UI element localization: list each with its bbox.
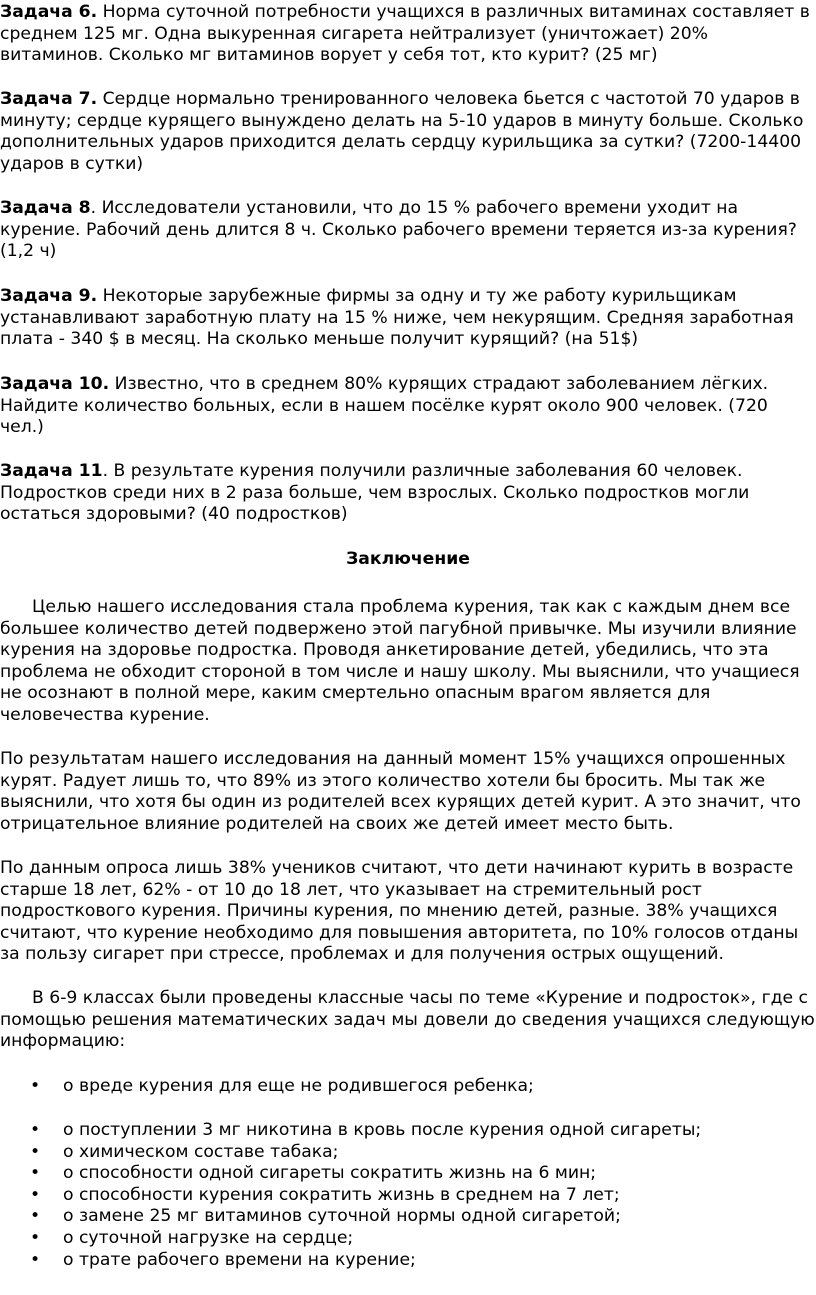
bullet-icon: • xyxy=(30,1206,41,1227)
conclusion-paragraph-4: В 6-9 классах были проведены классные часы по теме «Курение и подросток», где с помощью решения математических задач мы довели до сведения учащихся следующую информацию: xyxy=(0,988,815,1052)
conclusion-paragraph-3: По данным опроса лишь 38% учеников считают, что дети начинают курить в возрасте старше 18 лет, 62% - от 10 до 18 лет, что указывает на стремительный рост подросткового курения. Причины курения, по мнению детей, разные. 38% учащихся считают, что курение необходимо для повышения авторитета, по 10% голосов отданы за пользу сигарет при стрессе, проблемах и для получения острых ощущений. xyxy=(0,858,799,965)
conclusion-paragraph-2: По результатам нашего исследования на данный момент 15% учащихся опрошенных курят. Радует лишь то, что 89% из этого количество хотели бы бросить. Мы так же выяснили, что хотя бы один из родителей всех курящих детей курит. А это значит, что отрицательное влияние родителей на своих же детей имеет место быть. xyxy=(0,749,801,834)
list-item-text: о трате рабочего времени на курение; xyxy=(63,1249,416,1270)
bullet-icon: • xyxy=(30,1227,41,1248)
list-item-text: о способности курения сократить жизнь в среднем на 7 лет; xyxy=(63,1184,620,1205)
list-item-text: о способности одной сигареты сократить жизнь на 6 мин; xyxy=(63,1163,597,1184)
list-item-text: о суточной нагрузке на сердце; xyxy=(63,1227,354,1248)
task-text: . Исследователи установили, что до 15 % рабочего времени уходит на курение. Рабочий день длится 8 ч. Сколько рабочего времени теряется из-за курения? (1,2 ч) xyxy=(0,198,797,262)
task-label: Задача 10. xyxy=(0,374,110,394)
list-item xyxy=(0,1120,816,1142)
list-item-text: о замене 25 мг витаминов суточной нормы одной сигаретой; xyxy=(63,1206,621,1227)
task-10 xyxy=(0,374,816,439)
task-text: Известно, что в среднем 80% курящих страдают заболеванием лёгких. Найдите количество больных, если в нашем посёлке курят около 900 человек. (720 чел.) xyxy=(0,374,769,438)
task-label: Задача 6. xyxy=(0,2,98,22)
task-label: Задача 7. xyxy=(0,89,98,109)
bullet-icon: • xyxy=(30,1184,41,1205)
task-label: Задача 9. xyxy=(0,286,98,306)
list-item xyxy=(0,1185,816,1207)
conclusion-heading: Заключение xyxy=(346,549,470,569)
bullet-icon: • xyxy=(30,1120,41,1140)
conclusion-paragraph-1: Целью нашего исследования стала проблема курения, так как с каждым днем все большее количество детей подвержено этой пагубной привычке. Мы изучили влияние курения на здоровье подростка. Проводя анкетирование детей, убедились, что эта проблема не обходит стороной в том числе и нашу школу. Мы выяснили, что учащиеся не осознают в полной мере, каким смертельно опасным врагом является для человечества курение. xyxy=(0,597,800,725)
list-item-text: о поступлении 3 мг никотина в кровь после курения одной сигареты; xyxy=(63,1120,702,1140)
task-label: Задача 11 xyxy=(0,461,103,481)
task-8 xyxy=(0,198,816,263)
bullet-icon: • xyxy=(30,1163,41,1184)
list-item xyxy=(0,1206,816,1228)
bullet-icon: • xyxy=(30,1076,41,1096)
task-9 xyxy=(0,286,816,351)
bullet-icon: • xyxy=(30,1249,41,1270)
bullet-list-first xyxy=(0,1076,816,1098)
task-text: Норма суточной потребности учащихся в различных витаминах составляет в среднем 125 мг. Одна выкуренная сигарета нейтрализует (уничтожает) 20% витаминов. Сколько мг витаминов ворует у себя тот, кто курит? (25 мг) xyxy=(0,2,810,66)
task-label: Задача 8 xyxy=(0,198,91,218)
list-item-text: о химическом составе табака; xyxy=(63,1141,339,1162)
task-7 xyxy=(0,89,816,175)
list-item-text: о вреде курения для еще не родившегося ребенка; xyxy=(63,1076,534,1096)
task-text: . В результате курения получили различные заболевания 60 человек. Подростков среди них в 2 раза больше, чем взрослых. Сколько подростков могли остаться здоровыми? (40 подростков) xyxy=(0,461,750,525)
task-6 xyxy=(0,2,816,67)
task-11 xyxy=(0,461,816,526)
bullet-list-rest xyxy=(0,1120,816,1271)
bullet-icon: • xyxy=(30,1141,41,1162)
list-item xyxy=(0,1250,816,1272)
list-item xyxy=(0,1076,816,1098)
task-text: Некоторые зарубежные фирмы за одну и ту же работу курильщикам устанавливают заработную плату на 15 % ниже, чем некурящим. Средняя заработная плата - 340 $ в месяц. На сколько меньше получит курящий? (на 51$) xyxy=(0,286,794,350)
list-item xyxy=(0,1142,816,1164)
list-item xyxy=(0,1228,816,1250)
task-text: Сердце нормально тренированного человека бьется с частотой 70 ударов в минуту; сердце курящего вынуждено делать на 5-10 ударов в минуту больше. Сколько дополнительных ударов приходится делать сердцу курильщика за сутки? (7200-14400 ударов в сутки) xyxy=(0,89,804,174)
list-item xyxy=(0,1163,816,1185)
